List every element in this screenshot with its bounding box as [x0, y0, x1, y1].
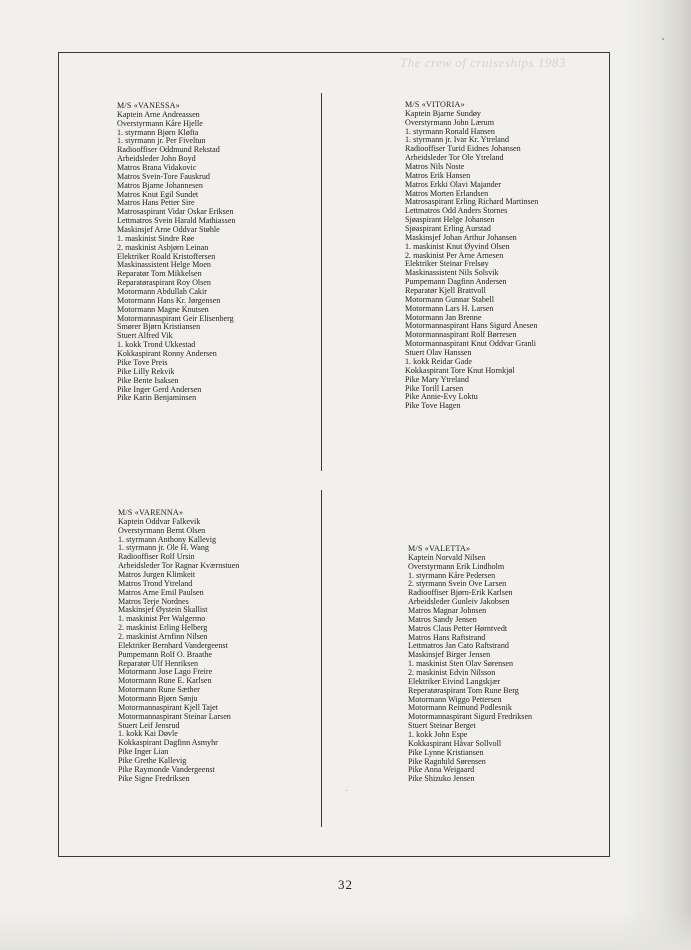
- crew-member: Matros Hans Petter Sire: [117, 198, 195, 208]
- crew-member: Motormann Jose Lago Freire: [118, 667, 213, 677]
- crew-member: Stuert Olav Hanssen: [405, 348, 472, 358]
- crew-member: 1. styrmann jr. Ole H. Wang: [118, 543, 209, 553]
- crew-member: Matros Jurgen Klimkeit: [118, 570, 196, 580]
- crew-member: Elektriker Steinar Frelsøy: [405, 259, 489, 269]
- crew-member: Elektriker Roald Kristoffersen: [117, 251, 216, 261]
- crew-member: Motormannaspirant Sigurd Fredriksen: [408, 712, 533, 722]
- crew-member: Reparatøraspirant Roy Olsen: [117, 278, 211, 288]
- crew-member: Motormann Wiggo Pettersen: [408, 694, 502, 704]
- crew-member: Kokkaspirant Dagfinn Asmyhr: [118, 738, 218, 748]
- crew-member: Pike Bente Isaksen: [117, 375, 179, 385]
- crew-member: 1. kokk Kai Døvle: [118, 729, 178, 739]
- crew-member: Matros Magnar Johnsen: [408, 606, 487, 616]
- crew-member: 1. kokk Reidar Gade: [405, 356, 472, 366]
- crew-member: Matros Erkki Olavi Majander: [405, 179, 501, 189]
- crew-member: Stuert Alfred Vik: [117, 331, 173, 341]
- paper-speck: [346, 790, 347, 791]
- crew-list-vanessa: [117, 102, 235, 403]
- crew-member: Matros Claus Petter Hørntvedt: [408, 623, 508, 633]
- crew-member: Arbeidsleder Tor Ole Ytreland: [405, 153, 504, 163]
- crew-member: Overstyrmann Bernt Olsen: [118, 525, 206, 535]
- crew-member: Motormannaspirant Knut Oddvar Granli: [405, 339, 537, 349]
- crew-member: Pike Mary Ytreland: [405, 374, 469, 384]
- ship-name: M/S «VALETTA»: [408, 544, 471, 553]
- crew-member: 1. styrmann Kåre Pedersen: [408, 570, 496, 580]
- crew-member: Matros Arne Emil Paulsen: [118, 587, 204, 597]
- ship-name: M/S «VITORIA»: [405, 100, 465, 109]
- crew-list-vitoria: [405, 101, 538, 411]
- ship-name: M/S «VANESSA»: [117, 101, 180, 110]
- crew-member: Sjøaspirant Helge Johansen: [405, 215, 495, 225]
- crew-member: Pike Lilly Rekvik: [117, 366, 175, 376]
- crew-member: Matros Knut Egil Sundet: [117, 189, 199, 199]
- crew-member: Matros Nils Noste: [405, 162, 465, 172]
- crew-member: Pumpemann Rolf O. Braathe: [118, 649, 212, 659]
- crew-member: Motormann Hans Kr. Jørgensen: [117, 295, 221, 305]
- crew-member: Kaptein Bjarne Sundøy: [405, 108, 481, 118]
- crew-member: Pike Signe Fredriksen: [118, 773, 190, 783]
- crew-member: Pike Tove Hagen: [405, 401, 461, 411]
- crew-member: Lettmatros Svein Harald Mathiassen: [117, 216, 236, 226]
- crew-member: Overstyrmann Kåre Hjelle: [117, 118, 203, 128]
- crew-member: Motormannaspirant Kjell Tajet: [118, 702, 218, 712]
- column-divider-bottom: [321, 490, 322, 827]
- crew-member: Kokkaspirant Tore Knut Hornkjøl: [405, 365, 515, 375]
- crew-member: Smører Bjørn Kristiansen: [117, 322, 201, 332]
- crew-member: Pike Tove Preis: [117, 357, 168, 367]
- crew-member: Motormann Gunnar Stabell: [405, 294, 495, 304]
- crew-member: 1. maskinist Sindre Røe: [117, 233, 195, 243]
- page-bottom-shadow: [0, 910, 691, 950]
- crew-member: 1. kokk Trond Ukkestad: [117, 340, 196, 350]
- page-number: 32: [338, 877, 353, 892]
- crew-member: Pike Karin Benjaminsen: [117, 393, 197, 403]
- crew-member: Stuert Leif Jensrud: [118, 720, 180, 730]
- show-through-heading: The crew of cruiseships 1983: [400, 55, 566, 70]
- crew-list-varenna: [118, 509, 239, 784]
- crew-member: Pike Inger Gerd Andersen: [117, 384, 202, 394]
- crew-member: Matros Bjarne Johannesen: [117, 180, 203, 190]
- crew-member: Motormann Rune E. Karlsen: [118, 676, 212, 686]
- crew-member: Motormann Reimund Podlesnik: [408, 703, 512, 713]
- crew-member: Pumpemann Dagfinn Andersen: [405, 277, 507, 287]
- crew-member: Motormann Magne Knutsen: [117, 304, 209, 314]
- crew-member: Pike Shizuko Jensen: [408, 774, 475, 784]
- crew-member: Matros Sandy Jensen: [408, 614, 477, 624]
- crew-member: Maskinsjef Johan Arthur Johansen: [405, 232, 517, 242]
- crew-member: Matros Erik Hansen: [405, 170, 471, 180]
- crew-member: Matros Trond Ytreland: [118, 578, 193, 588]
- crew-member: Kaptein Oddvar Falkevik: [118, 516, 201, 526]
- crew-member: Radiooffiser Rolf Ursin: [118, 552, 195, 562]
- crew-member: Matros Terje Nordnes: [118, 596, 189, 606]
- crew-member: Motormann Rune Sæther: [118, 685, 200, 695]
- crew-member: Matros Hans Raftstrand: [408, 632, 486, 642]
- crew-member: Kaptein Arne Andreassen: [117, 109, 200, 119]
- crew-member: Overstyrmann John Lærum: [405, 117, 495, 127]
- crew-member: Reparatør Ulf Henriksen: [118, 658, 199, 668]
- crew-member: 2. maskinist Edvin Nilsson: [408, 668, 496, 678]
- crew-member: Motormann Abdullah Cakir: [117, 287, 207, 297]
- crew-member: Pike Raymonde Vandergeenst: [118, 764, 215, 774]
- crew-member: Arbeidsleder Gunleiv Jakobsen: [408, 597, 510, 607]
- crew-member: 2. maskinist Arnfinn Nilsen: [118, 632, 208, 642]
- ship-name: M/S «VARENNA»: [118, 508, 184, 517]
- crew-member: Pike Annie-Evy Loktu: [405, 392, 478, 402]
- column-divider-top: [321, 93, 322, 471]
- crew-member: 1. styrmann jr. Per Fiveltun: [117, 136, 206, 146]
- crew-member: Arbeidsleder Tor Ragnar Kværnstuen: [118, 561, 240, 571]
- crew-member: Reperatøraspirant Tom Rune Berg: [408, 685, 519, 695]
- crew-member: 1. styrmann Ronald Hansen: [405, 126, 495, 136]
- crew-member: Matros Brana Vidakovic: [117, 163, 197, 173]
- paper-speck: [662, 38, 664, 40]
- crew-member: 1. styrmann Bjørn Kløfta: [117, 127, 199, 137]
- crew-member: Motormann Jan Brenne: [405, 312, 482, 322]
- crew-member: Reparatør Tom Mikkelsen: [117, 269, 202, 279]
- crew-member: 1. styrmann Anthony Kallevig: [118, 534, 217, 544]
- crew-member: Pike Inger Lian: [118, 747, 169, 757]
- crew-member: Kokkaspirant Håvar Sollvoll: [408, 738, 502, 748]
- crew-member: Elektriker Bernhard Vandergeenst: [118, 640, 228, 650]
- crew-member: 2. maskinist Erling Helberg: [118, 623, 208, 633]
- crew-member: Maskinsjef Arne Oddvar Støhle: [117, 225, 220, 235]
- crew-list-valetta: [408, 545, 532, 784]
- page-edge-shadow: [621, 0, 691, 950]
- crew-member: Motormann Bjørn Sønju: [118, 694, 198, 704]
- crew-member: Lettmatros Odd Anders Stornes: [405, 206, 508, 216]
- crew-member: Maskinassistent Nils Solsvik: [405, 268, 499, 278]
- crew-member: 2. styrmann Svein Ove Larsen: [408, 579, 507, 589]
- crew-member: 1. maskinist Knut Øyvind Olsen: [405, 241, 510, 251]
- crew-member: 2. maskinist Asbjørn Leinan: [117, 242, 209, 252]
- crew-member: Pike Anna Weigaard: [408, 765, 475, 775]
- crew-member: Pike Ragnhild Sørensen: [408, 756, 486, 766]
- crew-member: Sjøaspirant Erling Aurstad: [405, 224, 491, 234]
- crew-member: 1. styrmann jr. Ivar Kr. Ytreland: [405, 135, 509, 145]
- crew-member: Elektriker Eivind Langskjær: [408, 676, 501, 686]
- crew-member: Lettmatros Jan Cato Raftstrand: [408, 641, 509, 651]
- crew-member: 2. maskinist Per Arne Arnesen: [405, 250, 504, 260]
- crew-member: 1. maskinist Sten Olav Sørensen: [408, 659, 513, 669]
- crew-member: Matrosaspirant Erling Richard Martinsen: [405, 197, 539, 207]
- crew-member: Stuert Steinar Berget: [408, 721, 476, 731]
- crew-member: Kokkaspirant Ronny Andersen: [117, 349, 217, 359]
- crew-member: Reparatør Kjell Brattvoll: [405, 286, 486, 296]
- crew-member: Matros Svein-Tore Fauskrud: [117, 171, 210, 181]
- crew-member: Pike Lynne Kristiansen: [408, 747, 484, 757]
- crew-member: Kaptein Norvald Nilsen: [408, 552, 486, 562]
- crew-member: Pike Grethe Kallevig: [118, 756, 187, 766]
- crew-member: Motormannaspirant Geir Elisenberg: [117, 313, 234, 323]
- crew-member: Matros Morten Erlandsen: [405, 188, 489, 198]
- crew-member: Radiooffiser Oddmund Rekstad: [117, 145, 220, 155]
- crew-member: Maskinsjef Øystein Skallist: [118, 605, 208, 615]
- crew-member: Maskinassistent Helge Moen: [117, 260, 211, 270]
- crew-member: Maskinsjef Birger Jensen: [408, 650, 491, 660]
- crew-member: Matrosaspirant Vidar Oskar Eriksen: [117, 207, 234, 217]
- crew-member: 1. kokk John Espe: [408, 730, 468, 740]
- crew-member: Arbeidsleder John Boyd: [117, 154, 196, 164]
- crew-member: Pike Torill Larsen: [405, 383, 464, 393]
- crew-member: Motormannaspirant Rolf Børresen: [405, 330, 517, 340]
- crew-member: Radiooffiser Turid Eidnes Johansen: [405, 144, 521, 154]
- crew-member: Motormannaspirant Steinar Larsen: [118, 711, 231, 721]
- crew-member: Motormannaspirant Hans Sigurd Ånesen: [405, 321, 538, 331]
- crew-member: Radiooffiser Bjørn-Erik Karlsen: [408, 588, 513, 598]
- crew-member: Overstyrmann Erik Lindholm: [408, 561, 505, 571]
- crew-member: Motormann Lars H. Larsen: [405, 303, 494, 313]
- crew-member: 1. maskinist Per Walgermo: [118, 614, 206, 624]
